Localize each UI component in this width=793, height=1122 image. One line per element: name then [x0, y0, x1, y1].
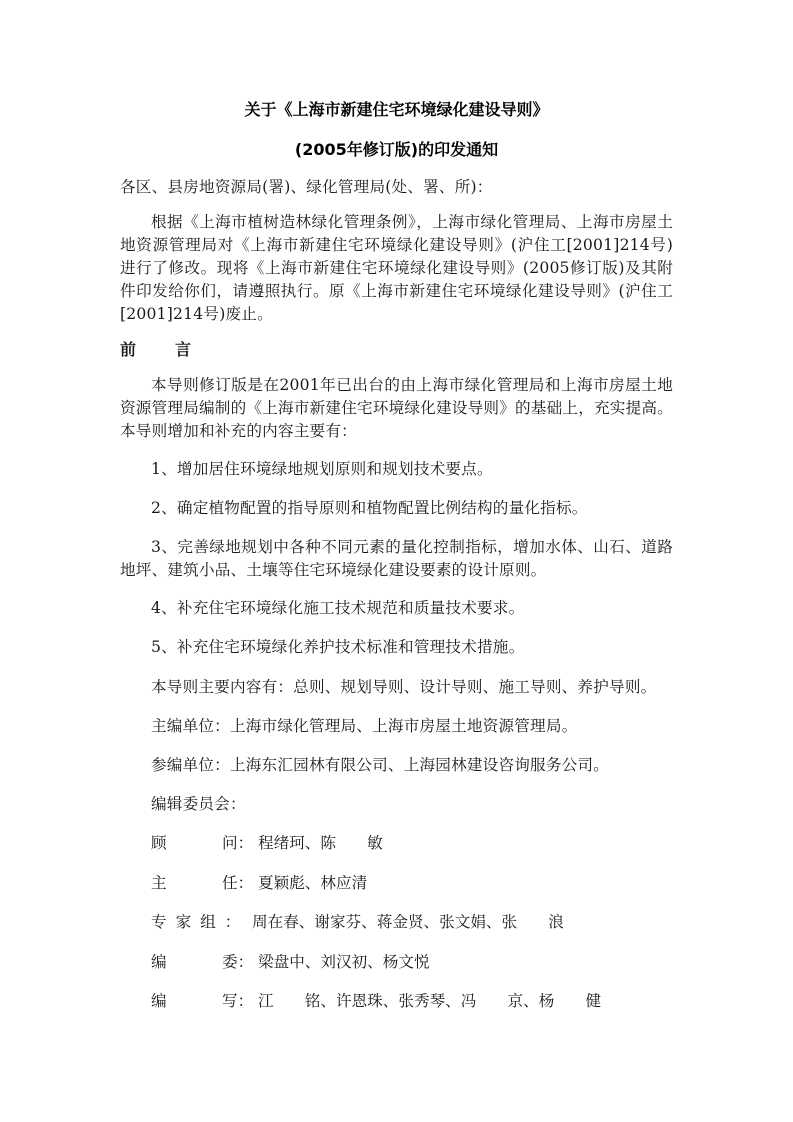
list-item: 5、补充住宅环境绿化养护技术标准和管理技术措施。 [151, 638, 525, 656]
co-editor-units: 参编单位：上海东汇园林有限公司、上海园林建设咨询服务公司。 [151, 756, 610, 774]
preface-heading-char1: 前 [120, 340, 137, 359]
committee-names: 梁盘中、刘汉初、杨文悦 [258, 953, 430, 971]
chief-editor-units: 主编单位：上海市绿化管理局、上海市房屋土地资源管理局。 [151, 717, 578, 735]
committee-role-char2: 问： [222, 834, 254, 852]
committee-role-char1: 顾 [151, 834, 167, 852]
committee-role-char1: 编 [151, 953, 167, 971]
preface-heading [120, 338, 192, 361]
committee-names: 夏颖彪、林应清 [258, 874, 368, 892]
committee-names: 周在春、谢家芬、蒋金贤、张文娟、张 浪 [252, 913, 564, 931]
salutation: 各区、县房地资源局(署)、绿化管理局(处、署、所)： [120, 178, 493, 196]
list-item: 1、增加居住环境绿地规划原则和规划技术要点。 [151, 460, 493, 478]
document-title-line1: 关于《上海市新建住宅环境绿化建设导则》 [244, 100, 549, 119]
document-title-line2: (2005年修订版)的印发通知 [294, 140, 499, 159]
main-contents: 本导则主要内容有：总则、规划导则、设计导则、施工导则、养护导则。 [151, 678, 657, 696]
committee-names: 程绪珂、陈 敏 [258, 834, 383, 852]
committee-role-char1: 编 [151, 992, 167, 1010]
committee-role-char2: 委： [222, 953, 254, 971]
list-item: 4、补充住宅环境绿化施工技术规范和质量技术要求。 [151, 599, 525, 617]
committee-label: 编辑委员会： [151, 795, 246, 813]
preface-intro-paragraph: 本导则修订版是在2001年已出台的由上海市绿化管理局和上海市房屋土地资源管理局编制的《上海市新建住宅环境绿化建设导则》的基础上，充实提高。本导则增加和补充的内容主要有： [120, 376, 673, 440]
notice-body-paragraph: 根据《上海市植树造林绿化管理条例》，上海市绿化管理局、上海市房屋土地资源管理局对《上海市新建住宅环境绿化建设导则》(沪住工[2001]214号)进行了修改。现将《上海市新建住宅环境绿化建设导则》(2005修订版)及其附件印发给你们，请遵照执行。原《上海市新建住宅环境绿化建设导则》(沪住工[2001]214号)废止。 [120, 213, 673, 323]
list-item: 3、完善绿地规划中各种不同元素的量化控制指标，增加水体、山石、道路地坪、建筑小品、土壤等住宅环境绿化建设要素的设计原则。 [120, 538, 673, 579]
committee-names: 江 铭、许恩珠、张秀琴、冯 京、杨 健 [258, 992, 602, 1010]
list-item: 2、确定植物配置的指导原则和植物配置比例结构的量化指标。 [151, 499, 588, 517]
committee-role-label: 专家组： [151, 913, 250, 931]
committee-role-char2: 写： [222, 992, 254, 1010]
committee-role-char1: 主 [151, 874, 167, 892]
committee-role-char2: 任： [222, 874, 254, 892]
preface-heading-char2: 言 [175, 340, 192, 359]
